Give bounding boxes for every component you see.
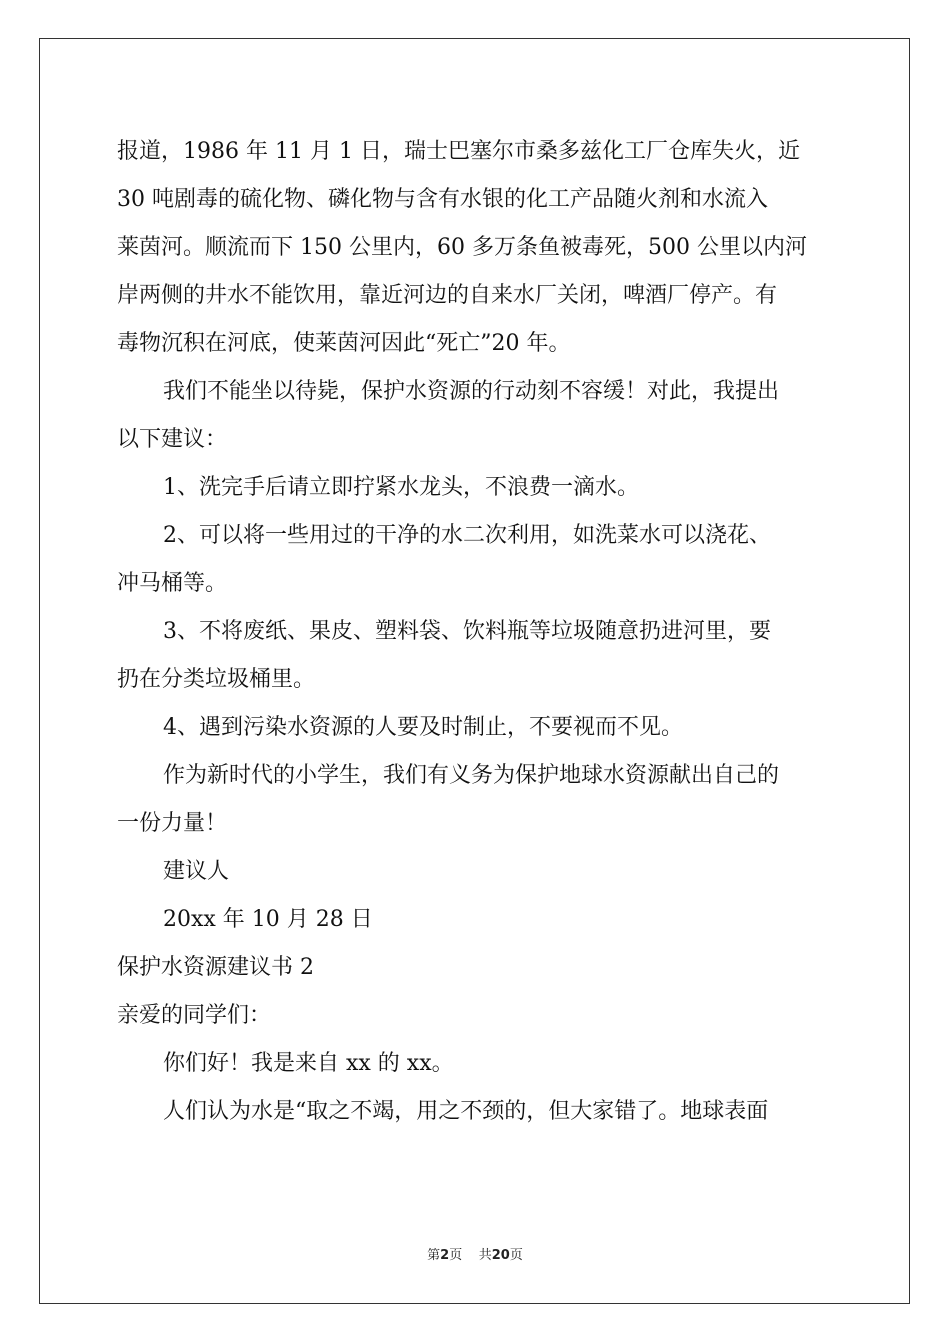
total-prefix: 共 xyxy=(478,1248,492,1263)
paragraph-start: 作为新时代的小学生，我们有义务为保护地球水资源献出自己的 xyxy=(163,763,780,788)
body-line: 一份力量！ xyxy=(117,811,228,836)
page-footer xyxy=(0,1247,950,1265)
salutation: 亲爱的同学们： xyxy=(117,1003,272,1028)
body-line: 30 吨剧毒的硫化物、磷化物与含有水银的化工产品随火剂和水流入 xyxy=(117,187,768,212)
body-line: 冲马桶等。 xyxy=(117,571,228,596)
section-title: 保护水资源建议书 2 xyxy=(117,955,314,980)
body-line: 莱茵河。顺流而下 150 公里内，60 多万条鱼被毒死，500 公里以内河 xyxy=(117,235,807,260)
suggestion-item-1: 1、洗完手后请立即拧紧水龙头，不浪费一滴水。 xyxy=(163,475,639,500)
suggestion-item-3: 3、不将废纸、果皮、塑料袋、饮料瓶等垃圾随意扔进河里，要 xyxy=(163,619,771,644)
body-line: 扔在分类垃圾桶里。 xyxy=(117,667,316,692)
signature-date: 20xx 年 10 月 28 日 xyxy=(163,907,373,932)
body-line: 毒物沉积在河底，使莱茵河因此“死亡”20 年。 xyxy=(117,331,571,356)
page-prefix: 第 xyxy=(427,1248,441,1263)
body-line: 报道，1986 年 11 月 1 日，瑞士巴塞尔市桑多兹化工厂仓库失火，近 xyxy=(117,139,800,164)
total-suffix: 页 xyxy=(509,1248,523,1263)
suggestion-item-4: 4、遇到污染水资源的人要及时制止，不要视而不见。 xyxy=(163,715,683,740)
total-pages: 20 xyxy=(491,1248,510,1263)
paragraph-start: 人们认为水是“取之不竭，用之不颈的，但大家错了。地球表面 xyxy=(163,1099,769,1124)
page-suffix: 页 xyxy=(449,1248,463,1263)
suggestion-item-2: 2、可以将一些用过的干净的水二次利用，如洗菜水可以浇花、 xyxy=(163,523,771,548)
body-line: 岸两侧的井水不能饮用，靠近河边的自来水厂关闭，啤酒厂停产。有 xyxy=(117,283,778,308)
body-line: 以下建议： xyxy=(117,427,228,452)
greeting: 你们好！我是来自 xx 的 xx。 xyxy=(163,1051,454,1076)
paragraph-start: 我们不能坐以待毙，保护水资源的行动刻不容缓！对此，我提出 xyxy=(163,379,780,404)
page-number: 2 xyxy=(440,1248,450,1263)
document-body xyxy=(117,128,837,1136)
signature-label: 建议人 xyxy=(163,859,230,884)
